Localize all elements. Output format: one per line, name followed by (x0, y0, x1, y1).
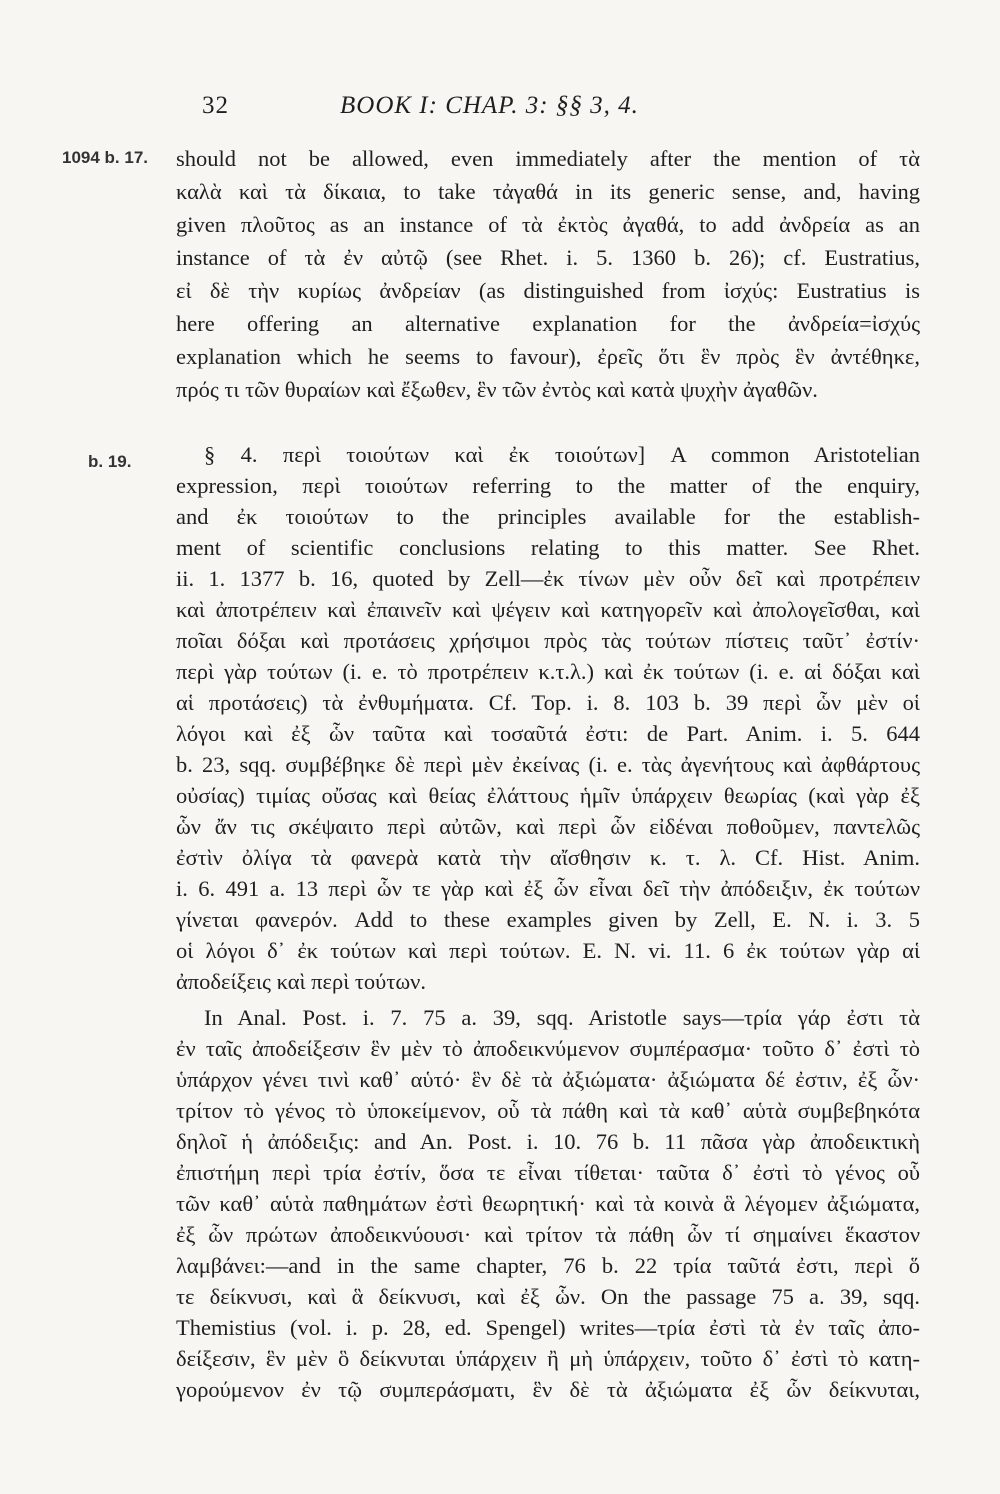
line-reference-first: 1094 b. 17. (62, 148, 149, 167)
paragraph3-line: δείξεσιν, ἓν μὲν ὃ δείκνυται ὑπάρχειν ἢ μὴ ὑπάρχειν, τοῦτο δ᾽ ἐστὶ τὸ κατη- (176, 1346, 920, 1371)
paragraph2-line: ποῖαι δόξαι καὶ προτάσεις χρήσιμοι πρὸς τὰς τούτων πίστεις ταῦτ᾽ ἐστίν· (176, 628, 920, 653)
paragraph1-line: explanation which he seems to favour), ἐρεῖς ὅτι ἓν πρὸς ἓν ἀντέθηκε, (176, 344, 920, 369)
page-header (0, 92, 1000, 132)
paragraph3-line: λαμβάνει:—and in the same chapter, 76 b. 22 τρία ταῦτά ἐστι, περὶ ὅ (176, 1253, 920, 1278)
paragraph1-line: καλὰ καὶ τὰ δίκαια, to take τἀγαθά in its generic sense, and, having (176, 179, 920, 204)
paragraph2-line: λόγοι καὶ ἐξ ὧν ταῦτα καὶ τοσαῦτά ἐστι: de Part. Anim. i. 5. 644 (176, 721, 920, 746)
paragraph2-line: ὧν ἄν τις σκέψαιτο περὶ αὐτῶν, καὶ περὶ ὧν εἰδέναι ποθοῦμεν, παντελῶς (176, 814, 920, 839)
paragraph2-line: ii. 1. 1377 b. 16, quoted by Zell—ἐκ τίνων μὲν οὖν δεῖ καὶ προτρέπειν (176, 566, 920, 591)
paragraph2-line: γίνεται φανερόν. Add to these examples given by Zell, E. N. i. 3. 5 (176, 907, 920, 932)
paragraph1-line: instance of τὰ ἐν αὐτῷ (see Rhet. i. 5. 1360 b. 26); cf. Eustratius, (176, 245, 920, 270)
paragraph2-line: b. 23, sqq. συμβέβηκε δὲ περὶ μὲν ἐκείνας (i. e. τὰς ἀγενήτους καὶ ἀφθάρτους (176, 752, 920, 777)
paragraph2-line: § 4. περὶ τοιούτων καὶ ἐκ τοιούτων] A common Aristotelian (204, 442, 920, 467)
paragraph2-line: περὶ γὰρ τούτων (i. e. τὸ προτρέπειν κ.τ.λ.) καὶ ἐκ τούτων (i. e. αἱ δόξαι καὶ (176, 659, 920, 684)
paragraph2-line: ment of scientific conclusions relating to this matter. See Rhet. (176, 535, 920, 560)
paragraph3-line: τρίτον τὸ γένος τὸ ὑποκείμενον, οὗ τὰ πάθη καὶ τὰ καθ᾽ αὑτὰ συμβεβηκότα (176, 1098, 920, 1123)
paragraph3-line: ἐν ταῖς ἀποδείξεσιν ἓν μὲν τὸ ἀποδεικνύμενον συμπέρασμα· τοῦτο δ᾽ ἐστὶ τὸ (176, 1036, 920, 1061)
paragraph1-line: given πλοῦτος as an instance of τὰ ἐκτὸς ἀγαθά, to add ἀνδρεία as an (176, 212, 920, 237)
paragraph3-line: γορούμενον ἐν τῷ συμπεράσματι, ἓν δὲ τὰ ἀξιώματα ἐξ ὧν δείκνυται, (176, 1377, 920, 1402)
paragraph3-line: τῶν καθ᾽ αὑτὰ παθημάτων ἐστὶ θεωρητική· καὶ τὰ κοινὰ ἃ λέγομεν ἀξιώματα, (176, 1191, 920, 1216)
paragraph3-line: ἐπιστήμη περὶ τρία ἐστίν, ὅσα τε εἶναι τίθεται· ταῦτα δ᾽ ἐστὶ τὸ γένος οὗ (176, 1160, 920, 1185)
paragraph2-line: ἐστὶν ὀλίγα τὰ φανερὰ κατὰ τὴν αἴσθησιν κ. τ. λ. Cf. Hist. Anim. (176, 845, 920, 870)
paragraph2-line: καὶ ἀποτρέπειν καὶ ἐπαινεῖν καὶ ψέγειν καὶ κατηγορεῖν καὶ ἀπολογεῖσθαι, καὶ (176, 597, 920, 622)
line-reference-second: b. 19. (88, 452, 132, 471)
paragraph3-line: In Anal. Post. i. 7. 75 a. 39, sqq. Aristotle says—τρία γάρ ἐστι τὰ (204, 1005, 920, 1030)
paragraph2-line: οἱ λόγοι δ᾽ ἐκ τούτων καὶ περὶ τούτων. E. N. vi. 11. 6 ἐκ τούτων γὰρ αἱ (176, 938, 920, 963)
paragraph2-line: i. 6. 491 a. 13 περὶ ὧν τε γὰρ καὶ ἐξ ὧν εἶναι δεῖ τὴν ἀπόδειξιν, ἐκ τούτων (176, 876, 920, 901)
paragraph3-line: Themistius (vol. i. p. 28, ed. Spengel) writes—τρία ἐστὶ τὰ ἐν ταῖς ἀπο- (176, 1315, 920, 1340)
paragraph3-line: δηλοῖ ἡ ἀπόδειξις: and An. Post. i. 10. 76 b. 11 πᾶσα γὰρ ἀποδεικτικὴ (176, 1129, 920, 1154)
running-head: BOOK I: CHAP. 3: §§ 3, 4. (340, 92, 639, 119)
paragraph1-line: εἰ δὲ τὴν κυρίως ἀνδρείαν (as distinguished from ἰσχύς: Eustratius is (176, 278, 920, 303)
paragraph1-line: should not be allowed, even immediately after the mention of τὰ (176, 146, 920, 171)
paragraph3-line: ὑπάρχον γένει τινὶ καθ᾽ αὑτό· ἓν δὲ τὰ ἀξιώματα· ἀξιώματα δέ ἐστιν, ἐξ ὧν· (176, 1067, 920, 1092)
paragraph2-line: ἀποδείξεις καὶ περὶ τούτων. (176, 969, 426, 994)
paragraph3-line: ἐξ ὧν πρώτων ἀποδεικνύουσι· καὶ τρίτον τὰ πάθη ὧν τί σημαίνει ἕκαστον (176, 1222, 920, 1247)
paragraph1-line: πρός τι τῶν θυραίων καὶ ἔξωθεν, ἓν τῶν ἐντὸς καὶ κατὰ ψυχὴν ἀγαθῶν. (176, 377, 818, 402)
paragraph2-line: and ἐκ τοιούτων to the principles available for the establish- (176, 504, 920, 529)
paragraph1-line: here offering an alternative explanation for the ἀνδρεία=ἰσχύς (176, 311, 920, 336)
page-number: 32 (202, 92, 229, 119)
paragraph2-line: αἱ προτάσεις) τὰ ἐνθυμήματα. Cf. Top. i. 8. 103 b. 39 περὶ ὧν μὲν οἱ (176, 690, 920, 715)
paragraph3-line: τε δείκνυσι, καὶ ἃ δείκνυσι, καὶ ἐξ ὧν. On the passage 75 a. 39, sqq. (176, 1284, 920, 1309)
paragraph2-line: expression, περὶ τοιούτων referring to the matter of the enquiry, (176, 473, 920, 498)
paragraph2-line: οὐσίας) τιμίας οὔσας καὶ θείας ἐλάττους ἡμῖν ὑπάρχειν θεωρίας (καὶ γὰρ ἐξ (176, 783, 920, 808)
